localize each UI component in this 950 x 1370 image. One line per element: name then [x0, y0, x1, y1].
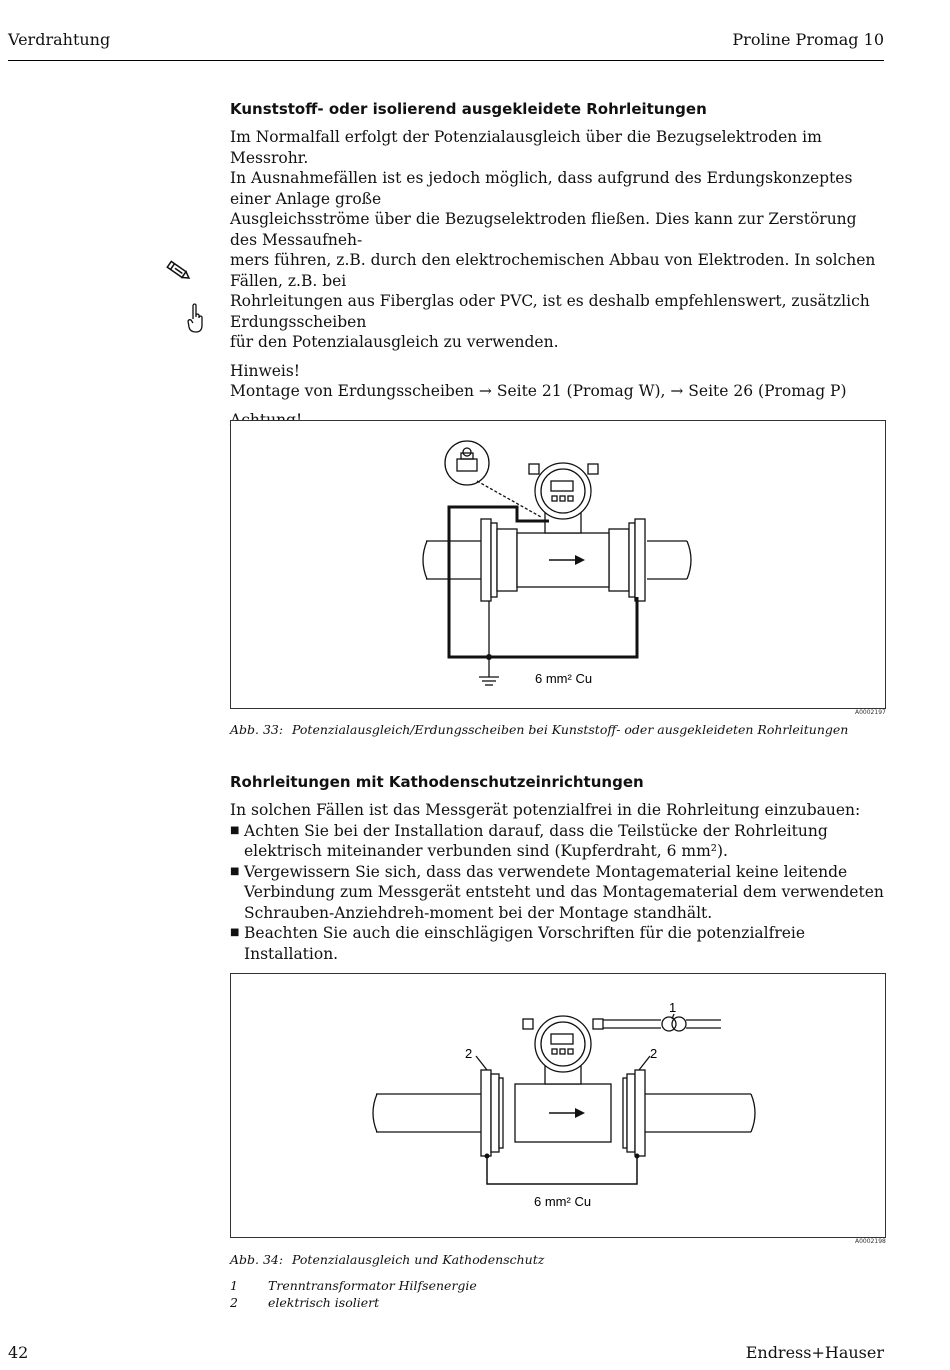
- figure-34-diagram: [230, 973, 886, 1238]
- pencil-icon: [163, 258, 193, 284]
- caption-text: Potenzialausgleich/Erdungsscheiben bei Kunststoff- oder ausgekleideten Rohrleitungen: [292, 722, 849, 737]
- note-title: Hinweis!: [230, 361, 301, 380]
- wire-label: 6 mm² Cu: [534, 1194, 592, 1209]
- figure-33-caption: [230, 722, 848, 737]
- cathodic-protection-diagram: [231, 974, 885, 1237]
- figure-id: A0002197: [855, 709, 886, 716]
- section-title: Rohrleitungen mit Kathodenschutzeinrichtungen: [230, 773, 644, 791]
- header-section-title: Verdrahtung: [8, 30, 111, 49]
- section-body: [230, 127, 885, 353]
- wire-label: 6 mm² Cu: [535, 671, 593, 686]
- figure-33-diagram: [230, 420, 886, 709]
- legend-item: 1 Trenntransformator Hilfsenergie: [230, 1278, 477, 1293]
- legend-item: 2 elektrisch isoliert: [230, 1295, 380, 1310]
- instruction-item: ■ Achten Sie bei der Installation darauf, dass die Teilstücke der Rohrleitung elektrisch miteinander verbunden sind (Kupferdraht, 6 mm²).: [230, 821, 885, 862]
- pointing-hand-icon: [186, 303, 206, 335]
- caption-number: Abb. 33:: [230, 722, 284, 737]
- note-text: Montage von Erdungsscheiben → Seite 21 (Promag W), → Seite 26 (Promag P): [230, 382, 847, 400]
- page-number: 42: [8, 1343, 29, 1362]
- body-line: Ausgleichsströme über die Bezugselektroden fließen. Dies kann zur Zerstörung des Messaufneh-: [230, 210, 857, 249]
- section-intro: In solchen Fällen ist das Messgerät potenzialfrei in die Rohrleitung einzubauen:: [230, 801, 861, 819]
- callout-2-right: 2: [650, 1046, 658, 1061]
- instruction-item: ■ Vergewissern Sie sich, dass das verwendete Montagematerial keine leitende Verbindung zum Messgerät entsteht und das Montagematerial dem verwendeten Schrauben-Anziehdreh-moment bei der Montage standhält.: [230, 862, 885, 924]
- caption-text: Potenzialausgleich und Kathodenschutz: [292, 1252, 545, 1267]
- grounding-disc-diagram: [231, 421, 885, 708]
- header-product-name: Proline Promag 10: [732, 30, 884, 49]
- instruction-item: ■ Beachten Sie auch die einschlägigen Vorschriften für die potenzialfreie Installation.: [230, 923, 885, 964]
- figure-34-caption: [230, 1252, 544, 1267]
- body-line: Im Normalfall erfolgt der Potenzialausgleich über die Bezugselektroden im Messrohr.: [230, 128, 822, 167]
- figure-id: A0002198: [855, 1238, 886, 1245]
- section-title: Kunststoff- oder isolierend ausgekleidete Rohrleitungen: [230, 100, 707, 118]
- body-line: mers führen, z.B. durch den elektrochemischen Abbau von Elektroden. In solchen Fällen, z.B. bei: [230, 251, 876, 290]
- header-rule: [8, 60, 884, 61]
- callout-2-left: 2: [465, 1046, 473, 1061]
- figure-34-legend: [230, 1277, 477, 1311]
- caption-number: Abb. 34:: [230, 1252, 284, 1267]
- note-block: [230, 361, 885, 402]
- callout-1: 1: [669, 1000, 677, 1015]
- body-line: Rohrleitungen aus Fiberglas oder PVC, ist es deshalb empfehlenswert, zusätzlich Erdungsscheiben: [230, 292, 870, 331]
- footer-brand: Endress+Hauser: [745, 1343, 884, 1362]
- body-line: In Ausnahmefällen ist es jedoch möglich, dass aufgrund des Erdungskonzeptes einer Anlage große: [230, 169, 853, 208]
- body-line: für den Potenzialausgleich zu verwenden.: [230, 333, 559, 351]
- section-cathodic-protection: [230, 773, 885, 964]
